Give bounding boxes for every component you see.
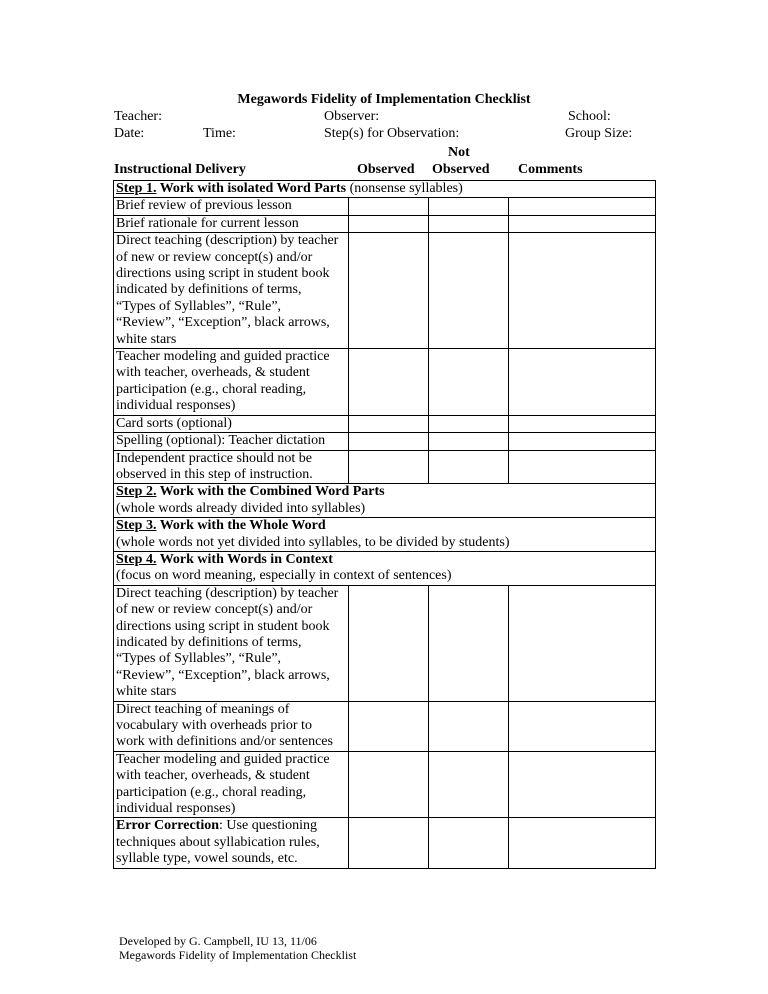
- time-label: Time:: [203, 126, 236, 141]
- comments-cell[interactable]: [509, 585, 656, 701]
- not-observed-cell[interactable]: [429, 818, 509, 868]
- step3-heading: Step 3. Work with the Whole Word (whole words not yet divided into syllables, to be divided by students): [114, 518, 656, 552]
- table-row: [114, 818, 656, 868]
- not-observed-cell[interactable]: [429, 450, 509, 484]
- not-observed-cell[interactable]: [429, 415, 509, 432]
- observed-header: Observed: [357, 162, 415, 177]
- observed-cell[interactable]: [349, 349, 429, 416]
- observed-cell[interactable]: [349, 198, 429, 215]
- observed-cell[interactable]: [349, 701, 429, 751]
- comments-cell[interactable]: [509, 215, 656, 232]
- step3-header-row: [114, 518, 656, 552]
- comments-cell[interactable]: [509, 818, 656, 868]
- not-observed-cell[interactable]: [429, 198, 509, 215]
- date-label: Date:: [114, 126, 145, 141]
- item-description: Brief rationale for current lesson: [114, 215, 349, 232]
- not-observed-cell[interactable]: [429, 233, 509, 349]
- step4-heading: Step 4. Work with Words in Context (focus on word meaning, especially in context of sentences): [114, 551, 656, 585]
- table-row: [114, 198, 656, 215]
- error-correction-description: Error Correction: Use questioning techniques about syllabication rules, syllable type, vowel sounds, etc.: [114, 818, 349, 868]
- not-observed-cell[interactable]: [429, 585, 509, 701]
- footer-credit: Developed by G. Campbell, IU 13, 11/06: [119, 934, 317, 948]
- table-row: [114, 433, 656, 450]
- observed-cell[interactable]: [349, 818, 429, 868]
- step4-header-row: [114, 551, 656, 585]
- item-description: Teacher modeling and guided practice with teacher, overheads, & student participation (e.g., choral reading, individual responses): [114, 349, 349, 416]
- observed-cell[interactable]: [349, 233, 429, 349]
- school-label: School:: [568, 109, 611, 124]
- observed-cell[interactable]: [349, 751, 429, 818]
- table-row: [114, 701, 656, 751]
- not-observed-header-line1: Not: [448, 145, 470, 160]
- not-observed-cell[interactable]: [429, 751, 509, 818]
- group-size-label: Group Size:: [565, 126, 633, 141]
- step2-heading: Step 2. Work with the Combined Word Parts (whole words already divided into syllables): [114, 484, 656, 518]
- item-description: Direct teaching (description) by teacher of new or review concept(s) and/or directions using script in student book indicated by definitions of terms, “Types of Syllables”, “Rule”, “Review”, “Exception”, black arrows, white stars: [114, 233, 349, 349]
- step2-header-row: [114, 484, 656, 518]
- not-observed-cell[interactable]: [429, 701, 509, 751]
- comments-cell[interactable]: [509, 433, 656, 450]
- footer: [119, 934, 356, 962]
- comments-header: Comments: [518, 162, 583, 177]
- table-row: [114, 215, 656, 232]
- observed-cell[interactable]: [349, 450, 429, 484]
- comments-cell[interactable]: [509, 450, 656, 484]
- comments-cell[interactable]: [509, 349, 656, 416]
- comments-cell[interactable]: [509, 751, 656, 818]
- not-observed-cell[interactable]: [429, 349, 509, 416]
- observed-cell[interactable]: [349, 585, 429, 701]
- table-row: [114, 415, 656, 432]
- step1-heading: Step 1. Work with isolated Word Parts (nonsense syllables): [114, 181, 656, 198]
- footer-doc-title: Megawords Fidelity of Implementation Checklist: [119, 948, 357, 962]
- comments-cell[interactable]: [509, 198, 656, 215]
- steps-label: Step(s) for Observation:: [324, 126, 460, 141]
- table-row: [114, 751, 656, 818]
- comments-cell[interactable]: [509, 415, 656, 432]
- comments-cell[interactable]: [509, 701, 656, 751]
- not-observed-header-line2: Observed: [432, 162, 490, 177]
- not-observed-cell[interactable]: [429, 215, 509, 232]
- instructional-delivery-header: Instructional Delivery: [114, 162, 246, 177]
- item-description: Spelling (optional): Teacher dictation: [114, 433, 349, 450]
- not-observed-cell[interactable]: [429, 433, 509, 450]
- step1-header-row: [114, 181, 656, 198]
- observed-cell[interactable]: [349, 415, 429, 432]
- table-row: [114, 233, 656, 349]
- item-description: Card sorts (optional): [114, 415, 349, 432]
- table-row: [114, 585, 656, 701]
- observer-label: Observer:: [324, 109, 380, 124]
- item-description: Direct teaching of meanings of vocabulary with overheads prior to work with definitions and/or sentences: [114, 701, 349, 751]
- observed-cell[interactable]: [349, 215, 429, 232]
- item-description: Teacher modeling and guided practice with teacher, overheads, & student participation (e.g., choral reading, individual responses): [114, 751, 349, 818]
- comments-cell[interactable]: [509, 233, 656, 349]
- observed-cell[interactable]: [349, 433, 429, 450]
- table-row: [114, 349, 656, 416]
- item-description: Direct teaching (description) by teacher of new or review concept(s) and/or directions using script in student book indicated by definitions of terms, “Types of Syllables”, “Rule”, “Review”, “Exception”, black arrows, white stars: [114, 585, 349, 701]
- table-row: [114, 450, 656, 484]
- checklist-table: [113, 180, 656, 869]
- page-title: Megawords Fidelity of Implementation Checklist: [237, 92, 531, 107]
- item-description: Brief review of previous lesson: [114, 198, 349, 215]
- teacher-label: Teacher:: [114, 109, 162, 124]
- item-description: Independent practice should not be observed in this step of instruction.: [114, 450, 349, 484]
